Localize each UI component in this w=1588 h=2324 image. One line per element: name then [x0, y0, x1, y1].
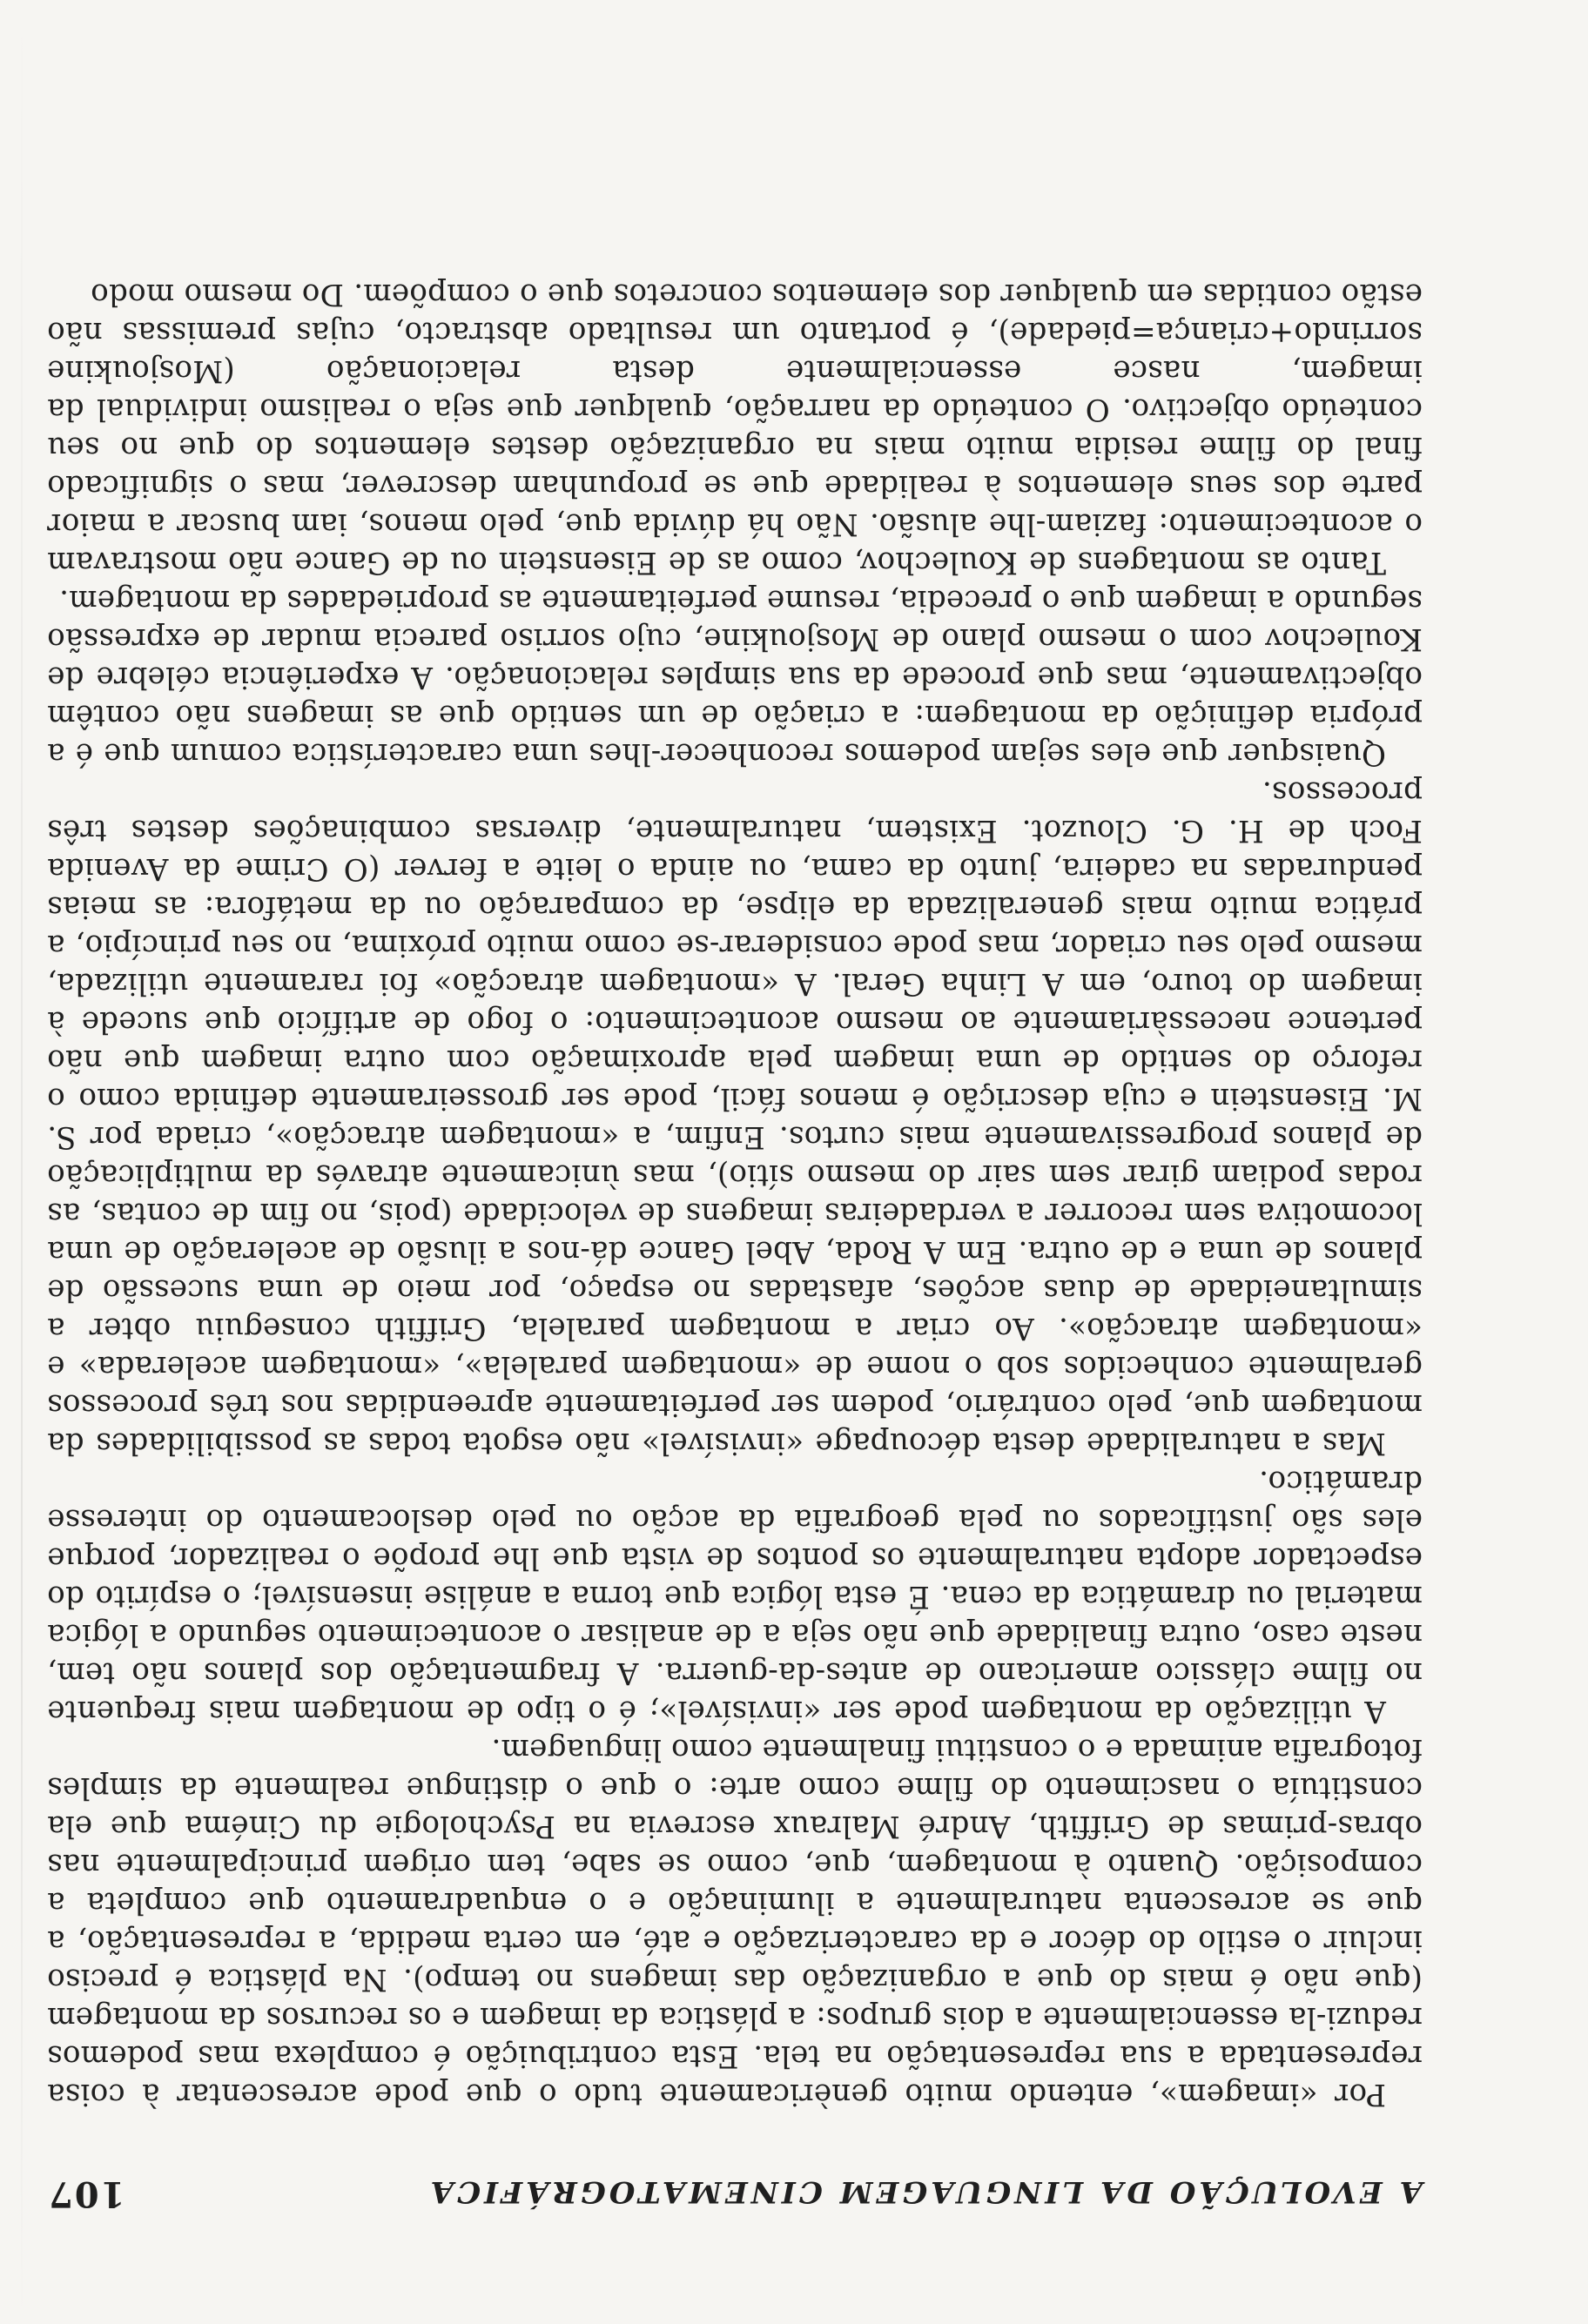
paragraph-4: [47, 581, 1423, 773]
paragraph-text: Mas a naturalidade desta découpage «invisível» não esgota todas as possibilidades da montagem que, pelo contrário, podem ser perfeitamente apreendidas nos três processos geralmente conhecidos sob o nome de «montagem paralela», «montagem acelerada» e «montagem atracção». Ao criar a montagem paralela, Griffith conseguiu obter a simultaneidade de duas acções, afastadas no espaço, por meio de uma sucessão de planos de uma e de outra. Em A Roda, Abel Gance dá-nos a ilusão de aceleração de uma locomotiva sem recorrer a verdadeiras imagens de velocidade (pois, no fim de contas, as rodas podiam girar sem sair do mesmo sítio), mas ùnicamente através da multiplicação de planos progressivamente mais curtos. Enfim, a «montagem atracção», criada por S. M. Eisenstein e cuja descrição é menos fácil, pode ser grosseiramente definida como o reforço do sentido de uma imagem pela aproximação com outra imagem que não pertence necessàriamente ao mesmo acontecimento: o fogo de artifício que sucede à imagem do touro, em A Linha Geral. A «montagem atracção» foi raramente utilizada, mesmo pelo seu criador, mas pode considerar-se como muito próxima, no seu princípio, a prática muito mais generalizada da elipse, da comparação ou da metáfora: as meias penduradas na cadeira, junto da cama, ou ainda o leite a ferver (O Crime da Avenida Foch de H. G. Clouzot. Existem, naturalmente, diversas combinações destes três processos.: [47, 775, 1423, 1461]
page-number: 107: [47, 2173, 125, 2214]
paragraph-5: [47, 275, 1423, 581]
paragraph-text: A utilização da montagem pode ser «invisível»; é o tipo de montagem mais frequente no filme clássico americano de antes-da-guerra. A fragmentação dos planos não tem, neste caso, outra finalidade que não seja a de analisar o acontecimento segundo a lógica material ou dramática da cena. É esta lógica que torna a análise insensível; o espírito do espectador adopta naturalmente os pontos de vista que lhe propõe o realizador, porque eles são justificados ou pela geografia da acção ou pelo deslocamento do interesse dramático.: [47, 1464, 1423, 1729]
paragraph-text: Quaisquer que eles sejam podemos reconhecer-lhes uma característica comum que é a própria definição da montagem: a criação de um sentido que as imagens não contêm objectivamente, mas que procede da sua simples relacionação. A experiência célebre de Koulechov com o mesmo plano de Mosjoukine, cujo sorriso parecia mudar de expressão segundo a imagem que o precedia, resume perfeitamente as propriedades da montagem.: [47, 583, 1423, 771]
running-header: [47, 2162, 1423, 2214]
paragraph-text: Por «imagem», entendo muito genèricamente tudo o que pode acrescentar à coisa representada a sua representação na tela. Esta contribuição é complexa mas podemos reduzi-la essencialmente a dois grupos: a plástica da imagem e os recursos da montagem (que não é mais do que a organização das imagens no tempo). Na plástica é preciso incluir o estilo do décor e da caracterização e até, em certa medida, a representação, a que se acrescenta naturalmente a iluminação e o enquadramento que completa a composição. Quanto à montagem, que, como se sabe, tem origem principalmente nas obras-primas de Griffith, André Malraux escrevia na Psychologie du Cinéma que ela constituía o nascimento do filme como arte: o que o distingue realmente da simples fotografia animada e o constitui finalmente como linguagem.: [47, 1732, 1423, 2112]
paragraph-text: Tanto as montagens de Koulechov, como as de Eisenstein ou de Gance não mostravam o acontecimento: faziam-lhe alusão. Não há dúvida que, pelo menos, iam buscar a maior parte dos seus elementos à realidade que se propunham descrever, mas o significado final do filme residia muito mais na organização destes elementos do que no seu conteúdo objectivo. O conteúdo da narração, qualquer que seja o realismo individual da imagem, nasce essencialmente desta relacionação (Mosjoukine sorrindo+criança=piedade), é portanto um resultado abstracto, cujas premissas não estão contidas em qualquer dos elementos concretos que o compõem. Do mesmo modo: [47, 277, 1423, 580]
scan-edge-shadow: [21, 0, 23, 2324]
header-title: A EVOLUÇÃO DA LINGUAGEM CINEMATOGRÁFICA: [427, 2174, 1423, 2209]
page-body: [47, 275, 1423, 2214]
paragraph-2: [47, 1462, 1423, 1730]
paragraph-3: [47, 773, 1423, 1462]
paragraph-1: [47, 1730, 1423, 2113]
